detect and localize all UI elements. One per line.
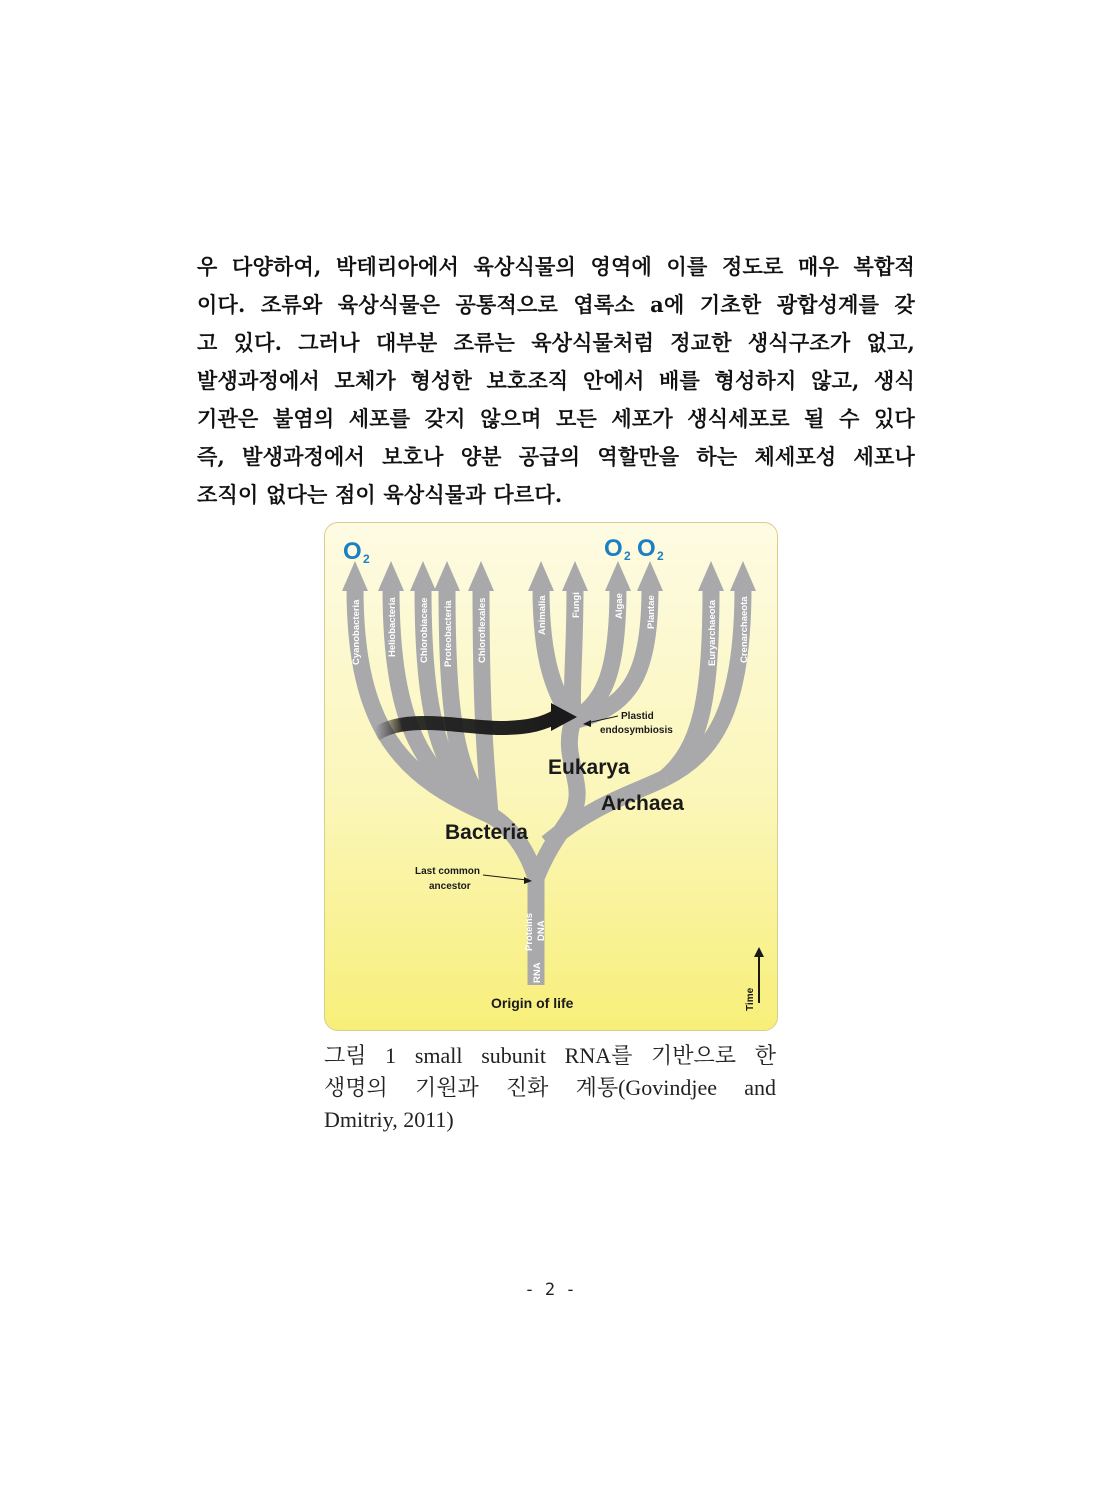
label-plantae: Plantae xyxy=(646,595,657,629)
lca-label-2: ancestor xyxy=(429,881,471,892)
arrowhead-animalia xyxy=(528,561,554,591)
label-euryarchaeota: Euryarchaeota xyxy=(707,599,718,666)
label-algae: Algae xyxy=(614,593,625,619)
caption-line: Dmitriy, 2011) xyxy=(324,1107,454,1132)
eukarya-stem xyxy=(536,721,577,878)
time-label: Time xyxy=(745,987,756,1011)
paragraph-line: 이다. 조류와 육상식물은 공통적으로 엽록소 a에 기초한 광합성계를 갖 xyxy=(197,292,915,317)
figure-caption xyxy=(324,1040,776,1136)
plastid-label-1: Plastid xyxy=(621,711,654,722)
label-proteobacteria: Proteobacteria xyxy=(443,600,454,667)
domain-eukarya: Eukarya xyxy=(548,756,630,779)
time-arrowhead xyxy=(754,947,764,957)
paragraph-line: 기관은 불염의 세포를 갖지 않으며 모든 세포가 생식세포로 될 수 있다 xyxy=(197,406,915,431)
o2-subscript: 2 xyxy=(657,549,664,563)
label-animalia: Animalia xyxy=(537,595,548,635)
label-crenarchaeota: Crenarchaeota xyxy=(739,596,750,663)
tree-of-life-figure xyxy=(324,522,778,1031)
arrowhead-euryarchaeota xyxy=(698,561,724,591)
label-proteins: Proteins xyxy=(524,912,535,951)
lca-label-1: Last common xyxy=(415,866,481,877)
label-heliobacteria: Heliobacteria xyxy=(387,597,398,657)
o2-subscript: 2 xyxy=(624,549,631,563)
page-number: - 2 - xyxy=(524,1280,576,1300)
label-cyanobacteria: Cyanobacteria xyxy=(351,599,362,665)
lca-pointer xyxy=(483,875,527,880)
body-paragraph xyxy=(197,248,915,514)
phylogenetic-tree-diagram xyxy=(325,523,777,1030)
branch-arrowheads xyxy=(342,561,756,591)
paragraph-line: 우 다양하여, 박테리아에서 육상식물의 영역에 이를 정도로 매우 복합적 xyxy=(197,254,915,279)
tree-branches xyxy=(355,588,743,985)
o2-subscript: 2 xyxy=(363,552,370,566)
paragraph-line: 발생과정에서 모체가 형성한 보호조직 안에서 배를 형성하지 않고, 생식 xyxy=(197,368,915,393)
arrowhead-algae xyxy=(605,561,631,591)
arrowhead-chlorobiaceae xyxy=(410,561,436,591)
arrowhead-heliobacteria xyxy=(378,561,404,591)
arrowhead-crenarchaeota xyxy=(730,561,756,591)
caption-line: 그림 1 small subunit RNA를 기반으로 한 xyxy=(324,1043,776,1068)
label-rna: RNA xyxy=(532,962,543,983)
arrowhead-chloroflexales xyxy=(468,561,494,591)
paragraph-line: 고 있다. 그러나 대부분 조류는 육상식물처럼 정교한 생식구조가 없고, xyxy=(197,330,915,355)
endosymbiosis-arrow xyxy=(375,716,557,735)
label-dna: DNA xyxy=(536,920,547,941)
origin-of-life-label: Origin of life xyxy=(491,995,574,1011)
paragraph-line: 조직이 없다는 점이 육상식물과 다르다. xyxy=(197,482,563,507)
label-chloroflexales: Chloroflexales xyxy=(477,597,488,663)
arrowhead-proteobacteria xyxy=(434,561,460,591)
o2-label-algae: O xyxy=(604,535,623,562)
caption-line: 생명의 기원과 진화 계통(Govindjee and xyxy=(324,1075,776,1100)
arrowhead-plantae xyxy=(637,561,663,591)
label-chlorobiaceae: Chlorobiaceae xyxy=(419,597,430,663)
label-fungi: Fungi xyxy=(571,592,582,618)
domain-archaea: Archaea xyxy=(601,792,684,815)
arrowhead-fungi xyxy=(562,561,588,591)
o2-label-cyanobacteria: O xyxy=(343,538,362,565)
o2-label-plantae: O xyxy=(637,535,656,562)
domain-bacteria: Bacteria xyxy=(445,821,528,844)
paragraph-line: 즉, 발생과정에서 보호나 양분 공급의 역할만을 하는 체세포성 세포나 xyxy=(197,444,915,469)
plastid-label-2: endosymbiosis xyxy=(600,725,673,736)
